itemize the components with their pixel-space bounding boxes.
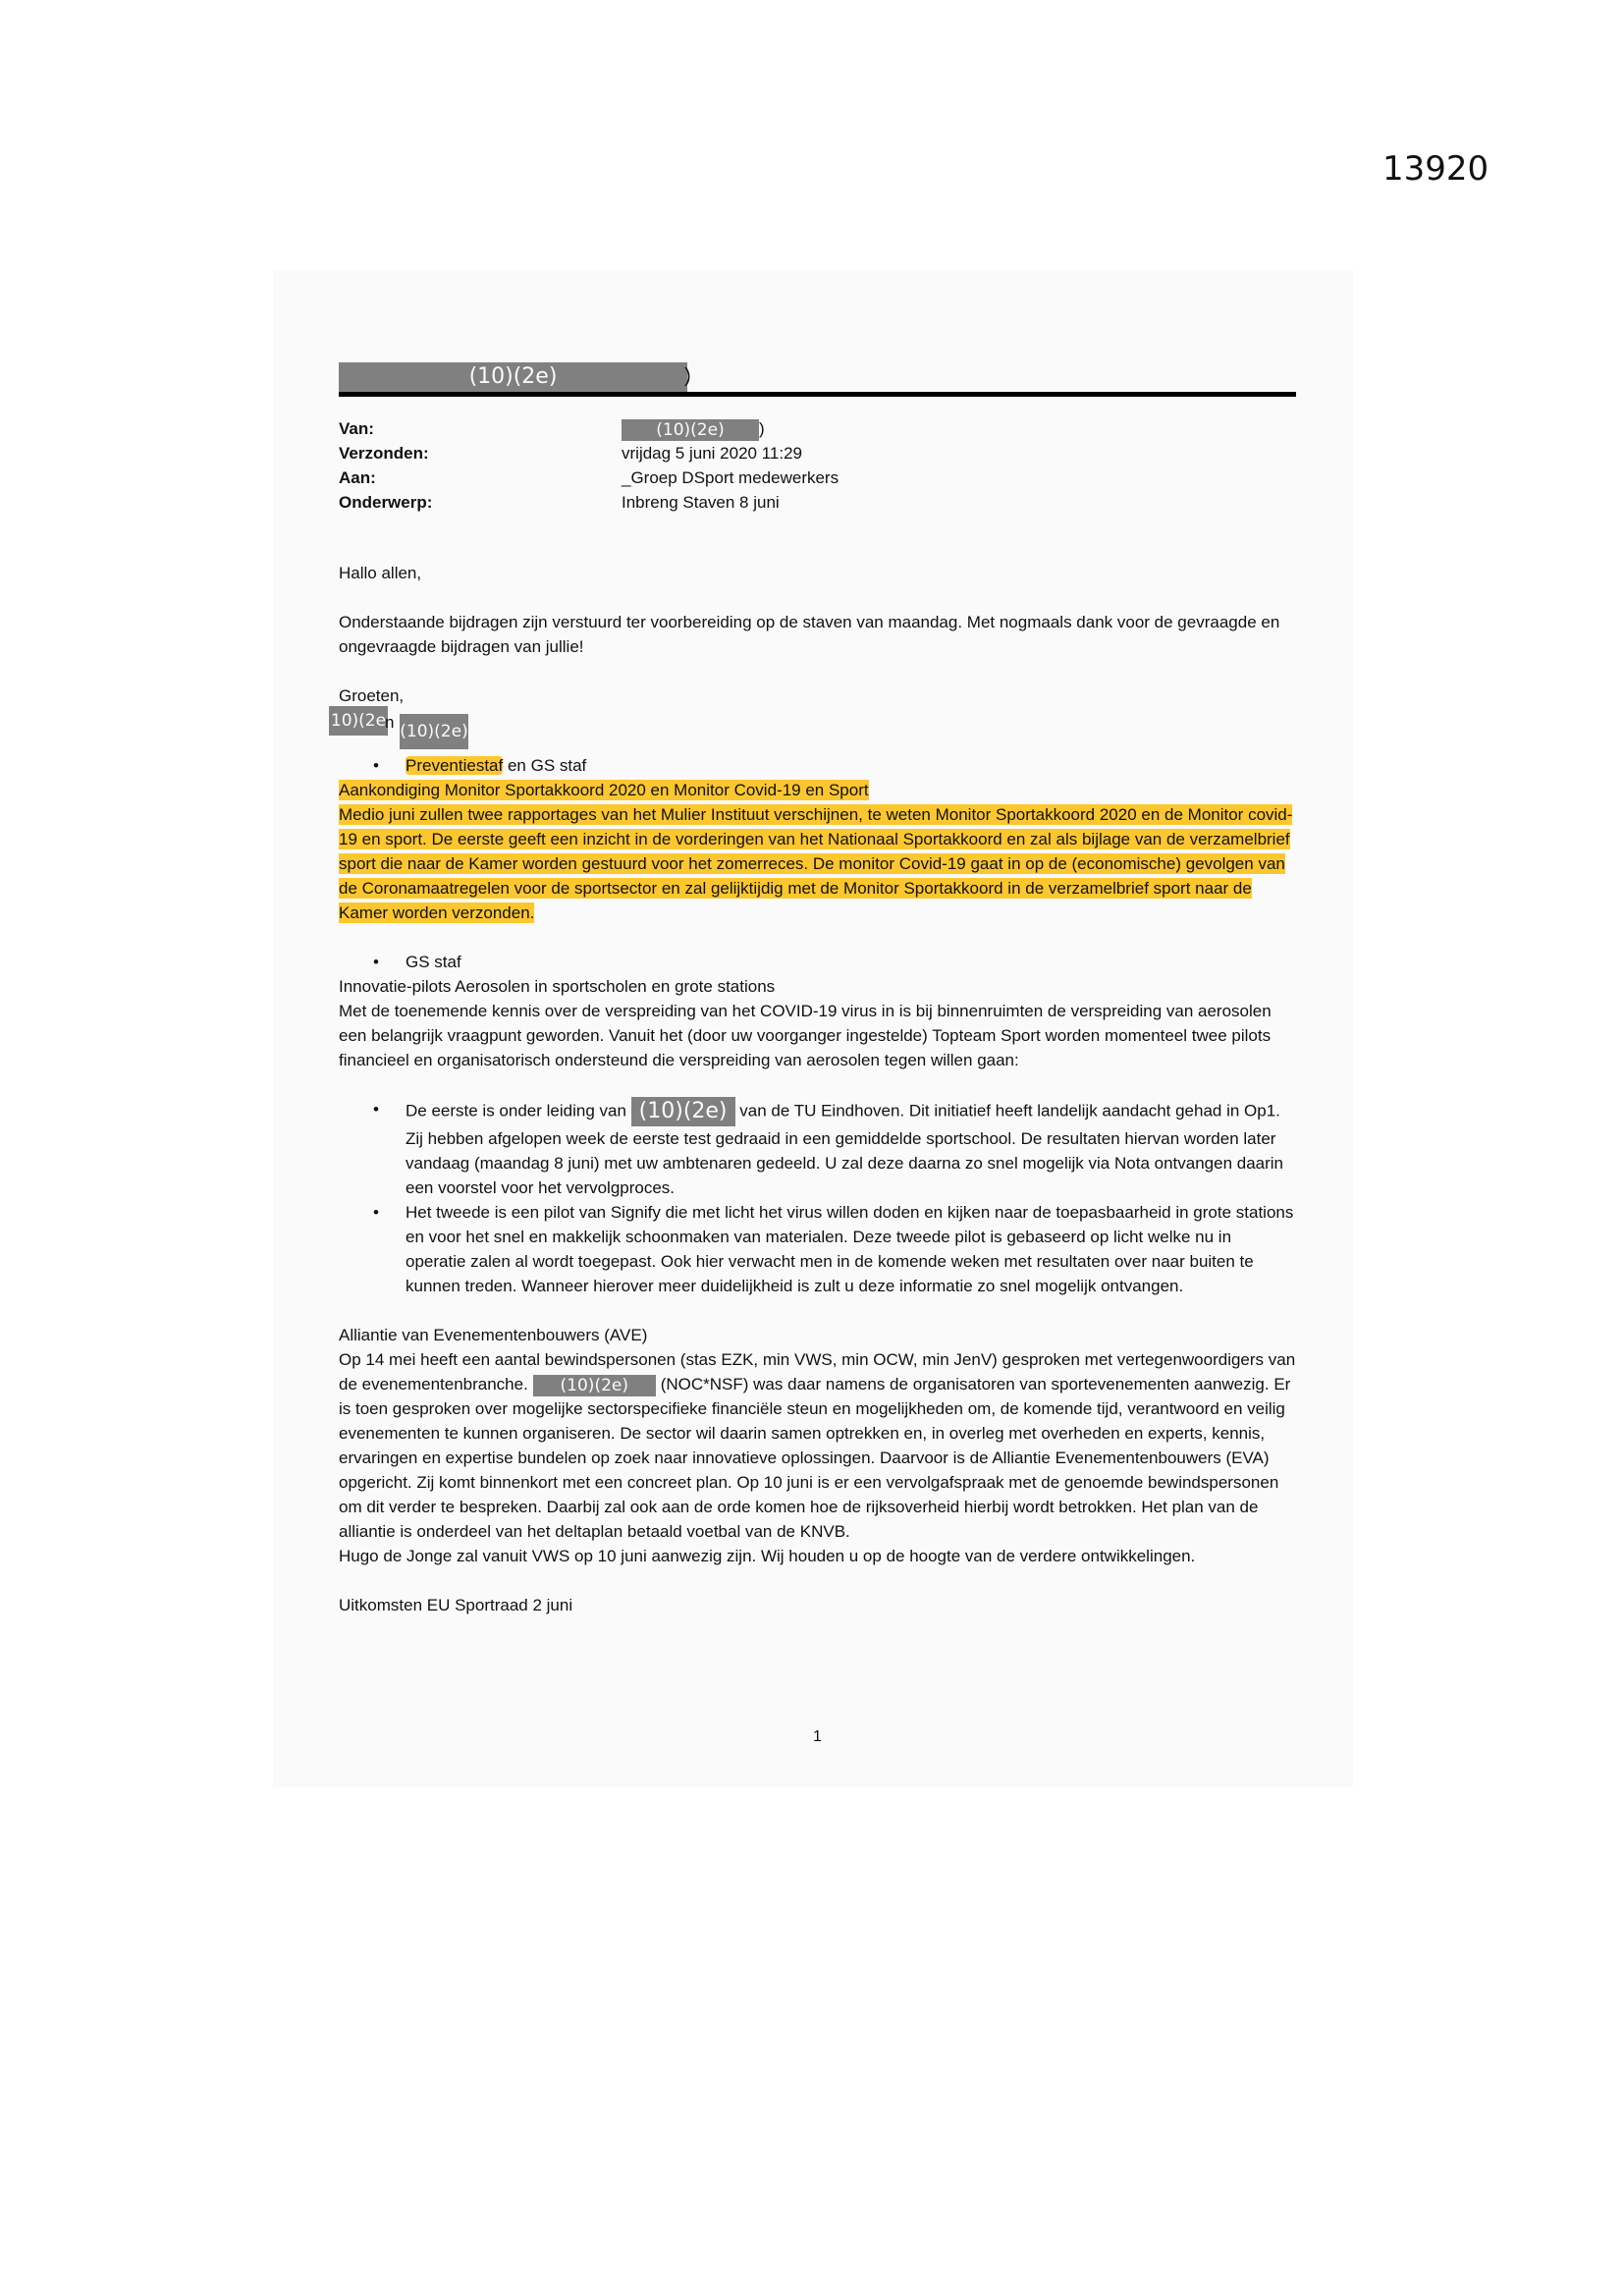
meta-row-onderwerp: [339, 490, 1296, 515]
meta-row-aan: [339, 465, 1296, 490]
van-suffix: ): [759, 419, 765, 438]
closing: Groeten,: [339, 686, 405, 705]
pilot1-text-end: van de TU Eindhoven. Dit initiatief heeft landelijk aandacht gehad in Op1. Zij hebben afgelopen week de eerste test gedraaid in een gemiddelde sportschool. De resultaten hiervan worden later vandaag (maandag 8 juni) met uw ambtenaren gedeeld. U zal deze daarna zo snel mogelijk via Nota ontvangen daarin een voorstel voor het vervolgproces.: [406, 1101, 1284, 1197]
highlighted-section: [339, 778, 1296, 925]
bullet-gs-staf: • GS staf: [339, 950, 1296, 974]
signature: [330, 708, 1296, 753]
section1-text: [339, 802, 1296, 925]
meta-row-verzonden: [339, 441, 1296, 465]
redaction-box: (10)(2e): [339, 362, 687, 392]
aan-value: _Groep DSport medewerkers: [622, 468, 839, 487]
pilot1-text-start: De eerste is onder leiding van: [406, 1101, 626, 1121]
intro-paragraph: Onderstaande bijdragen zijn verstuurd ter voorbereiding op de staven van maandag. Met nogmaals dank voor de gevraagde en ongevraagde bijdragen van jullie!: [339, 613, 1280, 656]
document-number: 13920: [1382, 149, 1489, 189]
onderwerp-value: Inbreng Staven 8 juni: [622, 493, 780, 512]
section3-title: Alliantie van Evenementenbouwers (AVE): [339, 1326, 648, 1344]
aan-label: Aan:: [339, 468, 376, 487]
redaction-box: (10)(2e): [400, 714, 468, 749]
verzonden-value: vrijdag 5 juni 2020 11:29: [622, 444, 802, 463]
email-metadata: [339, 416, 1296, 515]
redaction-box: 10)(2e: [329, 706, 388, 736]
onderwerp-label: Onderwerp:: [339, 493, 433, 512]
redaction-box: (10)(2e): [631, 1097, 735, 1126]
verzonden-label: Verzonden:: [339, 444, 429, 463]
van-label: Van:: [339, 419, 374, 438]
highlighted-text: Aankondiging Monitor Sportakkoord 2020 en Monitor Covid-19 en Sport: [339, 781, 869, 799]
greeting: Hallo allen,: [339, 564, 422, 582]
section3-text-end: (NOC*NSF) was daar namens de organisatoren van sportevenementen aanwezig. Er is toen gesproken over mogelijke sectorspecifieke financiële steun en mogelijkheden om, de komende tijd, verantwoord en veilig evenementen te kunnen organiseren. De sector wil daarin samen optrekken en, in overleg met overheden en experts, kennis, ervaringen en expertise bundelen op zoek naar innovatieve oplossingen. Daarvoor is de Alliantie Evenementenbouwers (EVA) opgericht. Zij komt binnenkort met een concreet plan. Op 10 juni is er een vervolgafspraak met de genoemde bewindspersonen om dit verder te bespreken. Daarbij zal ook aan de orde komen hoe de rijksoverheid hierbij wordt betrokken. Het plan van de alliantie is onderdeel van het deltaplan betaald voetbal van de KNVB.: [339, 1375, 1291, 1541]
highlighted-text: Medio juni zullen twee rapportages van het Mulier Instituut verschijnen, te weten Monitor Sportakkoord 2020 en de Monitor covid-19 en sport. De eerste geeft een inzicht in de vorderingen van het Nationaal Sportakkoord en zal als bijlage van de verzamelbrief sport die naar de Kamer worden gestuurd voor het zomerreces. De monitor Covid-19 gaat in op de (economische) gevolgen van de Coronamaatregelen voor de sportsector en zal gelijktijdig met de Monitor Sportakkoord in de verzamelbrief sport naar de Kamer worden verzonden.: [339, 805, 1293, 922]
section3-text: [339, 1347, 1296, 1544]
sender-header: [339, 358, 1296, 397]
bullet-preventiestaf: [339, 753, 1296, 778]
section4-title: Uitkomsten EU Sportraad 2 juni: [339, 1596, 573, 1614]
section3-extra: Hugo de Jonge zal vanuit VWS op 10 juni aanwezig zijn. Wij houden u op de hoogte van de verdere ontwikkelingen.: [339, 1547, 1196, 1565]
redaction-box: (10)(2e): [622, 419, 759, 441]
section2-text: Met de toenemende kennis over de verspreiding van het COVID-19 virus in is bij binnenruimten de verspreiding van aerosolen een belangrijk vraagpunt geworden. Vanuit het (door uw voorganger ingestelde) Topteam Sport worden momenteel twee pilots financieel en organisatorisch ondersteund die verspreiding van aerosolen tegen willen gaan:: [339, 1002, 1272, 1069]
pilot-item-2: • Het tweede is een pilot van Signify die met licht het virus willen doden en kijken naar de toepasbaarheid in grote stations en voor het snel en makkelijk schoonmaken van materialen. Deze tweede pilot is gebaseerd op licht welke nu in operatie zalen al wordt toegepast. Ook hier verwacht men in de komende weken met resultaten over naar buiten te kunnen treden. Wanneer hierover meer duidelijkheid is zult u deze informatie zo snel mogelijk ontvangen.: [339, 1200, 1296, 1298]
van-value: [622, 416, 765, 441]
section2-title: Innovatie-pilots Aerosolen in sportscholen en grote stations: [339, 977, 776, 996]
redaction-box: (10)(2e): [533, 1375, 656, 1396]
page-number: 1: [813, 1728, 822, 1745]
highlighted-text: Preventiestaf: [406, 756, 504, 775]
section1-title: [339, 778, 1296, 802]
meta-row-van: [339, 416, 1296, 441]
pilot-item-1: [339, 1097, 1296, 1200]
signature-fragment: n: [385, 713, 395, 732]
email-content: [330, 358, 1296, 1617]
section3-text-start: Op 14 mei heeft een aantal bewindspersonen (stas EZK, min VWS, min OCW, min JenV) gesproken met vertegenwoordigers van de evenementenbranche.: [339, 1350, 1296, 1394]
bullet-text: en GS staf: [503, 756, 587, 775]
header-suffix: ): [684, 365, 691, 387]
